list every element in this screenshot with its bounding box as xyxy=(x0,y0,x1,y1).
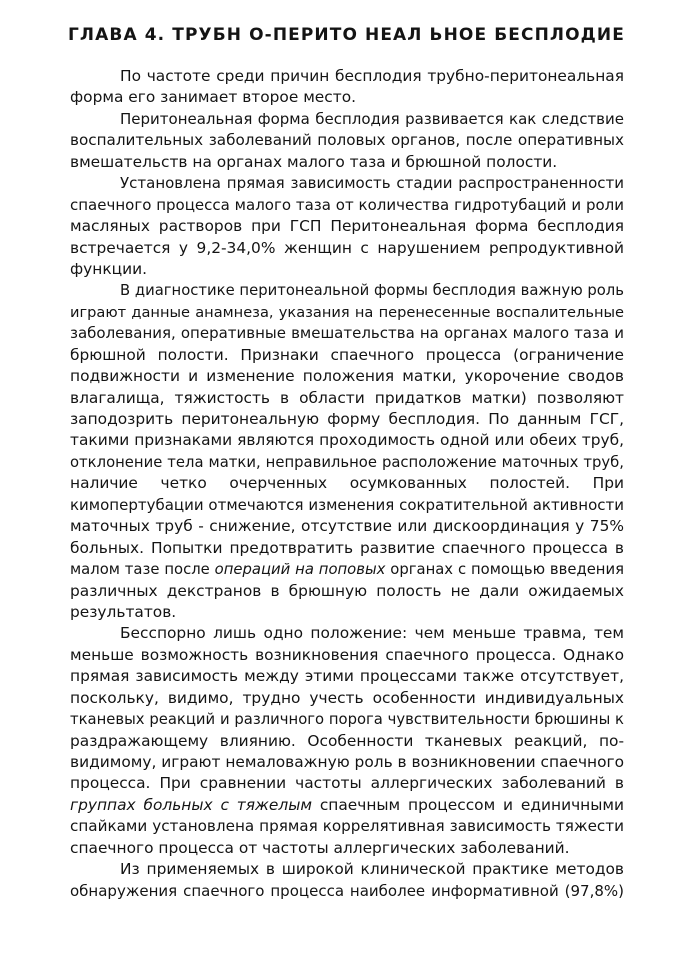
text-line: играют данные анамнеза, указания на перенесенные воспалительные xyxy=(70,303,624,321)
text-line: брюшной полости. Признаки спаечного процесса (ограничение xyxy=(70,345,624,364)
text-line: заболевания, оперативные вмешательства на органах малого таза и xyxy=(70,324,624,343)
text-line: Из применяемых в широкой клинической практике методов xyxy=(120,860,624,879)
text-segment: органах с помощью введения xyxy=(385,561,624,579)
text-line: влагалища, тяжистость в области придатков матки) позволяют xyxy=(70,388,624,407)
text-line: маточных труб - снижение, отсутствие или дискоординация у 75% xyxy=(70,517,624,536)
text-line: спаечного процесса от частоты аллергических заболеваний. xyxy=(70,838,570,857)
text-line: заподозрить перитонеальную форму бесплодия. По данным ГСГ, xyxy=(70,410,624,428)
text-line: В диагностике перитонеальной формы бесплодия важную роль xyxy=(120,282,624,300)
text-line: Перитонеальная форма бесплодия развивается как следствие xyxy=(120,109,624,128)
chapter-title: ГЛАВА 4. ТРУБН О-ПЕРИТО НЕАЛ ЬНОЕ БЕСПЛОДИЕ xyxy=(68,25,625,45)
text-line: функции. xyxy=(70,259,147,278)
text-line: По частоте среди причин бесплодия трубно-перитонеальная xyxy=(120,67,624,85)
text-line: масляных растворов при ГСП Перитонеальная форма бесплодия xyxy=(70,217,624,236)
text-line: обнаружения спаечного процесса наиболее информативной (97,8%) xyxy=(70,881,624,900)
text-line: встречается у 9,2-34,0% женщин с нарушением репродуктивной xyxy=(70,238,624,257)
text-line: результатов. xyxy=(70,602,177,621)
text-line: раздражающему влиянию. Особенности тканевых реакций, по- xyxy=(70,731,624,750)
text-line: прямая зависимость между этими процессами также отсутствует, xyxy=(70,667,624,686)
text-line: Бесспорно лишь одно положение: чем меньше травма, тем xyxy=(120,624,624,643)
text-line: такими признаками являются проходимость одной или обеих труб, xyxy=(70,431,624,450)
text-segment: малом тазе после xyxy=(70,561,215,579)
text-line: процесса. При сравнении частоты аллергических заболеваний в xyxy=(70,774,624,793)
text-line: форма его занимает второе место. xyxy=(70,88,357,107)
text-line: спайками установлена прямая коррелятивная зависимость тяжести xyxy=(70,817,624,836)
text-line: вмешательств на органах малого таза и брюшной полости. xyxy=(70,152,558,171)
text-line: наличие четко очерченных осумкованных полостей. При xyxy=(70,474,624,493)
text-line: отклонение тела матки, неправильное расположение маточных труб, xyxy=(70,453,624,471)
text-line: Установлена прямая зависимость стадии распространенности xyxy=(120,174,624,193)
text-line xyxy=(70,795,624,816)
text-line: меньше возможность возникновения спаечного процесса. Однако xyxy=(70,645,624,664)
body-text xyxy=(70,66,624,902)
text-segment: спаечным процессом и единичными xyxy=(311,795,624,814)
text-line: тканевых реакций и различного порога чувствительности брюшины к xyxy=(70,711,624,729)
text-line: воспалительных заболеваний половых органов, после оперативных xyxy=(70,131,624,150)
text-line xyxy=(70,559,624,580)
text-line: подвижности и изменение положения матки, укорочение сводов xyxy=(70,367,624,386)
text-line: больных. Попытки предотвратить развитие спаечного процесса в xyxy=(70,538,624,557)
text-line: поскольку, видимо, трудно учесть особенности индивидуальных xyxy=(70,688,624,707)
text-line: различных декстранов в брюшную полость не дали ожидаемых xyxy=(70,581,624,600)
text-line: спаечного процесса малого таза от количества гидротубаций и роли xyxy=(70,195,624,214)
italic-text: операций на поповых xyxy=(214,561,386,579)
italic-text: группах больных с тяжелым xyxy=(70,795,312,814)
text-line: видимому, играют немаловажную роль в возникновении спаечного xyxy=(70,753,625,771)
text-line: кимопертубации отмечаются изменения сократительной активности xyxy=(70,495,624,514)
